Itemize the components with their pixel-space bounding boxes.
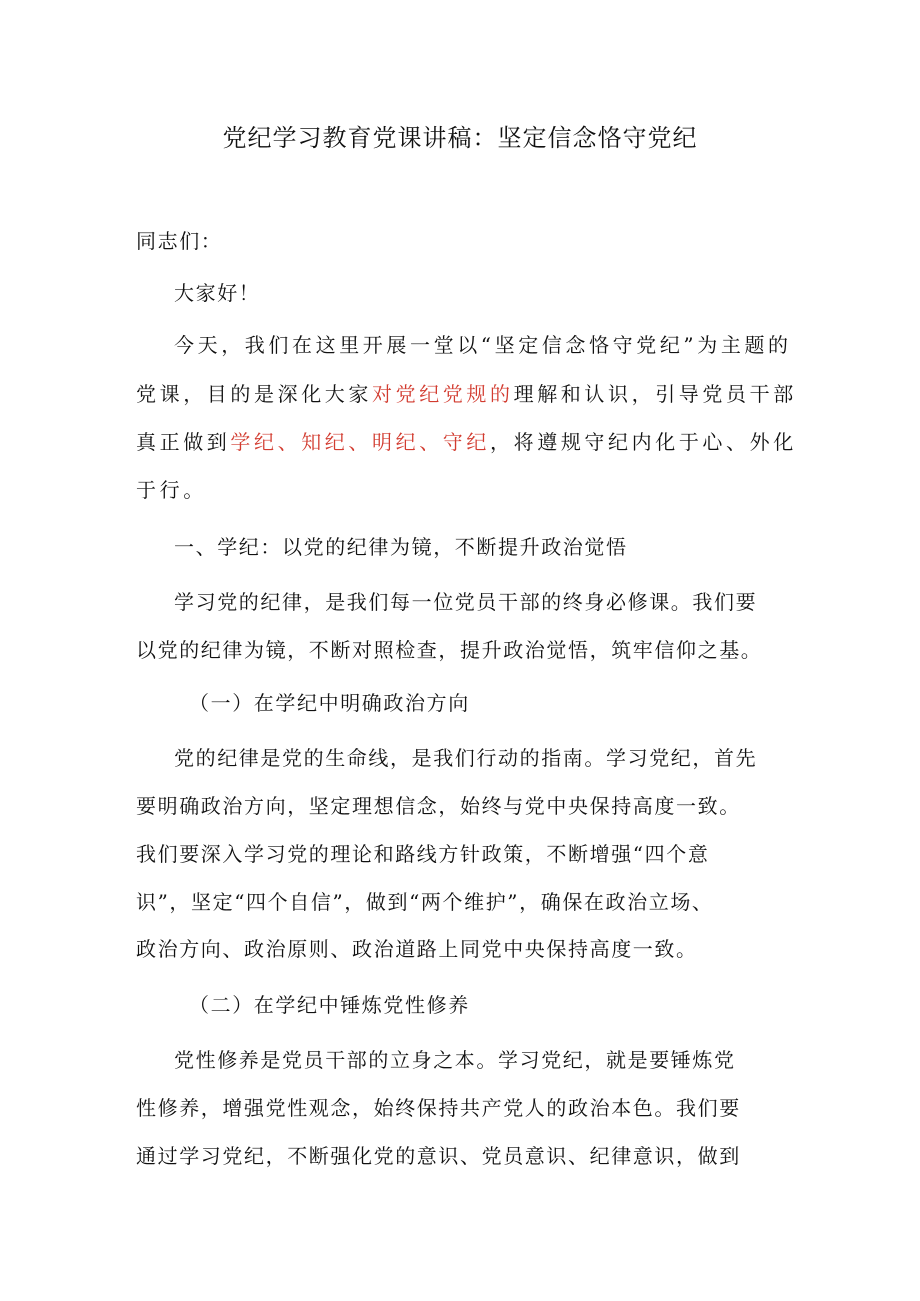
subsection-1-line-1: 党的纪律是党的生命线，是我们行动的指南。学习党纪，首先 — [174, 746, 758, 770]
intro-highlight: 学纪、知纪、明纪、守纪 — [230, 430, 491, 454]
subsection-1-line-2: 要明确政治方向，坚定理想信念，始终与党中央保持高度一致。 — [136, 794, 741, 818]
subsection-2-line-3: 通过学习党纪，不断强化党的意识、党员意识、纪律意识，做到 — [136, 1144, 741, 1168]
section-1-line-2: 以党的纪律为镜，不断对照检查，提升政治觉悟，筑牢信仰之基。 — [136, 638, 763, 662]
intro-line-3 — [136, 422, 797, 462]
subsection-1-line-3: 我们要深入学习党的理论和路线方针政策，不断增强“四个意 — [136, 842, 710, 866]
intro-line-1: 今天，我们在这里开展一堂以“坚定信念恪守党纪”为主题的 — [174, 333, 792, 357]
subsection-1-line-5: 政治方向、政治原则、政治道路上同党中央保持高度一致。 — [136, 937, 698, 961]
section-1-heading: 一、学纪：以党的纪律为镜，不断提升政治觉悟 — [174, 535, 628, 559]
subsection-2-line-1: 党性修养是党员干部的立身之本。学习党纪，就是要锤炼党 — [174, 1048, 736, 1072]
salutation: 同志们： — [136, 229, 223, 253]
greeting: 大家好！ — [174, 281, 261, 305]
intro-text: ，将遵规守纪内化于心、外化 — [490, 430, 797, 454]
subsection-2-heading: （二）在学纪中锤炼党性修养 — [189, 993, 470, 1017]
intro-line-2 — [136, 374, 797, 414]
intro-text: 理解和认识，引导党员干部 — [513, 382, 797, 406]
section-1-line-1: 学习党的纪律，是我们每一位党员干部的终身必修课。我们要 — [174, 590, 758, 614]
intro-highlight: 对党纪党规的 — [372, 382, 514, 406]
intro-text: 党课，目的是深化大家 — [136, 382, 372, 406]
document-title: 党纪学习教育党课讲稿：坚定信念恪守党纪 — [222, 124, 698, 152]
subsection-1-line-4: 识”，坚定“四个自信”，做到“两个维护”，确保在政治立场、 — [136, 890, 714, 914]
intro-line-4: 于行。 — [136, 478, 207, 502]
subsection-2-line-2: 性修养，增强党性观念，始终保持共产党人的政治本色。我们要 — [136, 1096, 741, 1120]
intro-text: 真正做到 — [136, 430, 231, 454]
subsection-1-heading: （一）在学纪中明确政治方向 — [189, 691, 470, 715]
